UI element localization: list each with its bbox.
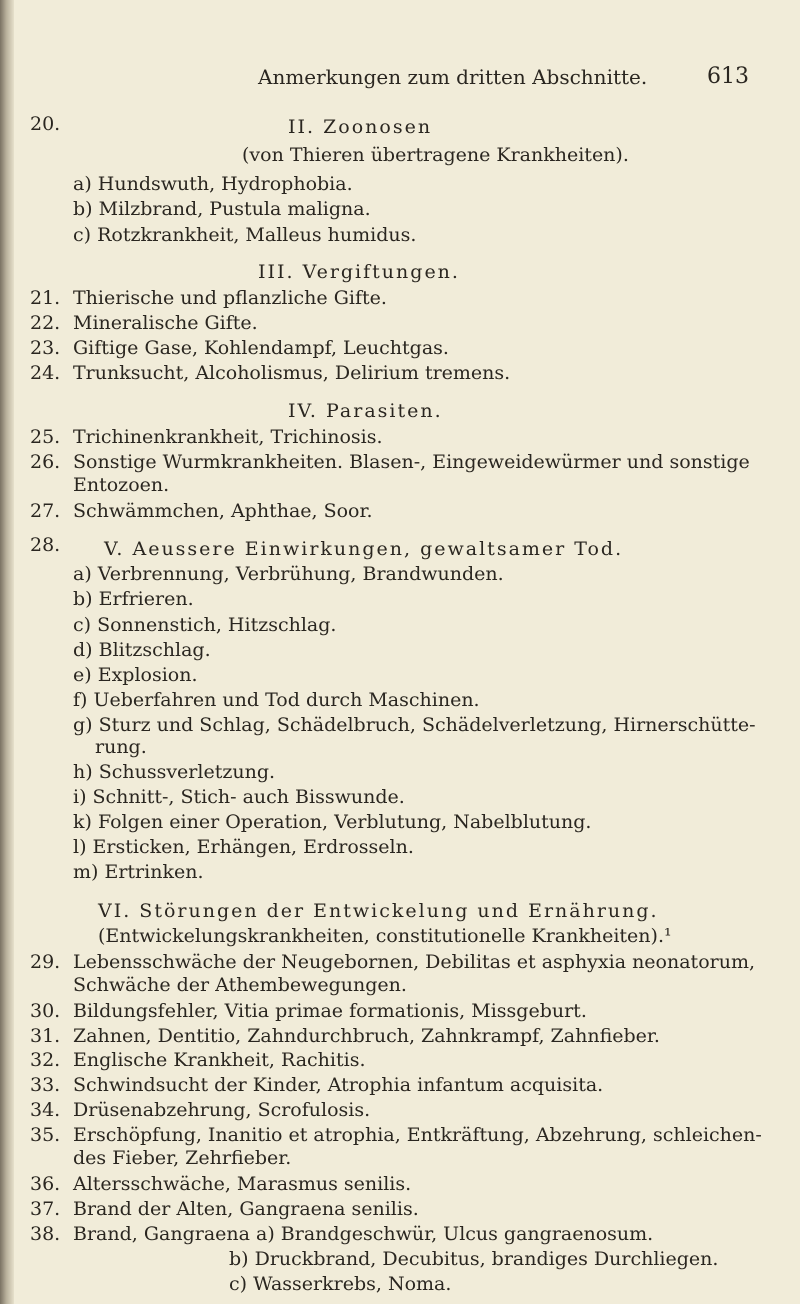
entry-number: 21. [30,287,61,309]
entry-number: 30. [30,1000,61,1022]
entry-number: 34. [30,1099,61,1121]
list-item: a) Hundswuth, Hydrophobia. [73,173,353,195]
list-item: l) Ersticken, Erhängen, Erdrosseln. [73,836,414,858]
list-item: a) Verbrennung, Verbrühung, Brandwunden. [73,563,504,585]
section-number: 28. [30,534,61,556]
section-heading: VI. Störungen der Entwickelung und Ernährung. [98,900,659,922]
list-item: c) Sonnenstich, Hitzschlag. [73,614,337,636]
section-heading: IV. Parasiten. [288,400,443,422]
sub-item: c) Wasserkrebs, Noma. [229,1273,452,1295]
entry-number: 36. [30,1173,61,1195]
entry-number: 27. [30,500,61,522]
section-heading: III. Vergiftungen. [258,261,460,283]
entry-text: Trunksucht, Alcoholismus, Delirium tremens. [73,362,511,384]
list-item: b) Milzbrand, Pustula maligna. [73,198,371,220]
entry-text: Trichinenkrankheit, Trichinosis. [73,426,383,448]
entry-number: 26. [30,451,61,473]
entry-continuation: Schwäche der Athembewegungen. [73,974,407,996]
list-item: g) Sturz und Schlag, Schädelbruch, Schädelverletzung, Hirnerschütte- [73,714,756,736]
list-item: h) Schussverletzung. [73,761,276,783]
list-item: k) Folgen einer Operation, Verblutung, Nabelblutung. [73,811,592,833]
entry-number: 31. [30,1025,61,1047]
running-title: Anmerkungen zum dritten Abschnitte. [258,65,648,89]
entry-number: 33. [30,1074,61,1096]
entry-number: 32. [30,1049,61,1071]
section-subheading: (von Thieren übertragene Krankheiten). [242,144,629,166]
sub-item: b) Druckbrand, Decubitus, brandiges Durchliegen. [229,1248,719,1270]
list-item: f) Ueberfahren und Tod durch Maschinen. [73,689,480,711]
entry-text: Lebensschwäche der Neugebornen, Debilitas et asphyxia neonatorum, [73,951,756,973]
entry-number: 24. [30,362,61,384]
entry-text: Schwindsucht der Kinder, Atrophia infantum acquisita. [73,1074,604,1096]
section-subheading: (Entwickelungskrankheiten, constitutionelle Krankheiten).¹ [98,925,672,947]
list-item: c) Rotzkrankheit, Malleus humidus. [73,224,417,246]
section-heading: V. Aeussere Einwirkungen, gewaltsamer Tod. [104,538,624,560]
entry-number: 29. [30,951,61,973]
section-number: 20. [30,113,61,135]
entry-text: Erschöpfung, Inanitio et atrophia, Entkräftung, Abzehrung, schleichen- [73,1124,762,1146]
entry-text: Brand der Alten, Gangraena senilis. [73,1198,419,1220]
entry-number: 35. [30,1124,61,1146]
entry-text: Giftige Gase, Kohlendampf, Leuchtgas. [73,337,449,359]
entry-text: Altersschwäche, Marasmus senilis. [73,1173,412,1195]
list-item: b) Erfrieren. [73,588,194,610]
entry-number: 37. [30,1198,61,1220]
list-item: d) Blitzschlag. [73,639,211,661]
entry-text: Englische Krankheit, Rachitis. [73,1049,366,1071]
page-number: 613 [707,64,749,89]
list-item: i) Schnitt-, Stich- auch Bisswunde. [73,786,405,808]
entry-text: Schwämmchen, Aphthae, Soor. [73,500,373,522]
list-item-continuation: rung. [95,736,147,758]
entry-continuation: Entozoen. [73,474,170,496]
entry-text: Bildungsfehler, Vitia primae formationis, Missgeburt. [73,1000,587,1022]
entry-number: 25. [30,426,61,448]
entry-text: Drüsenabzehrung, Scrofulosis. [73,1099,371,1121]
entry-number: 23. [30,337,61,359]
entry-text: Thierische und pflanzliche Gifte. [73,287,387,309]
entry-text: Mineralische Gifte. [73,312,258,334]
list-item: e) Explosion. [73,664,198,686]
entry-number: 38. [30,1223,61,1245]
section-heading: II. Zoonosen [288,116,433,138]
entry-text: Zahnen, Dentitio, Zahndurchbruch, Zahnkrampf, Zahnfieber. [73,1025,660,1047]
list-item: m) Ertrinken. [73,861,204,883]
entry-continuation: des Fieber, Zehrfieber. [73,1147,292,1169]
entry-number: 22. [30,312,61,334]
entry-text: Brand, Gangraena a) Brandgeschwür, Ulcus gangraenosum. [73,1223,654,1245]
entry-text: Sonstige Wurmkrankheiten. Blasen-, Eingeweidewürmer und sonstige [73,451,750,473]
